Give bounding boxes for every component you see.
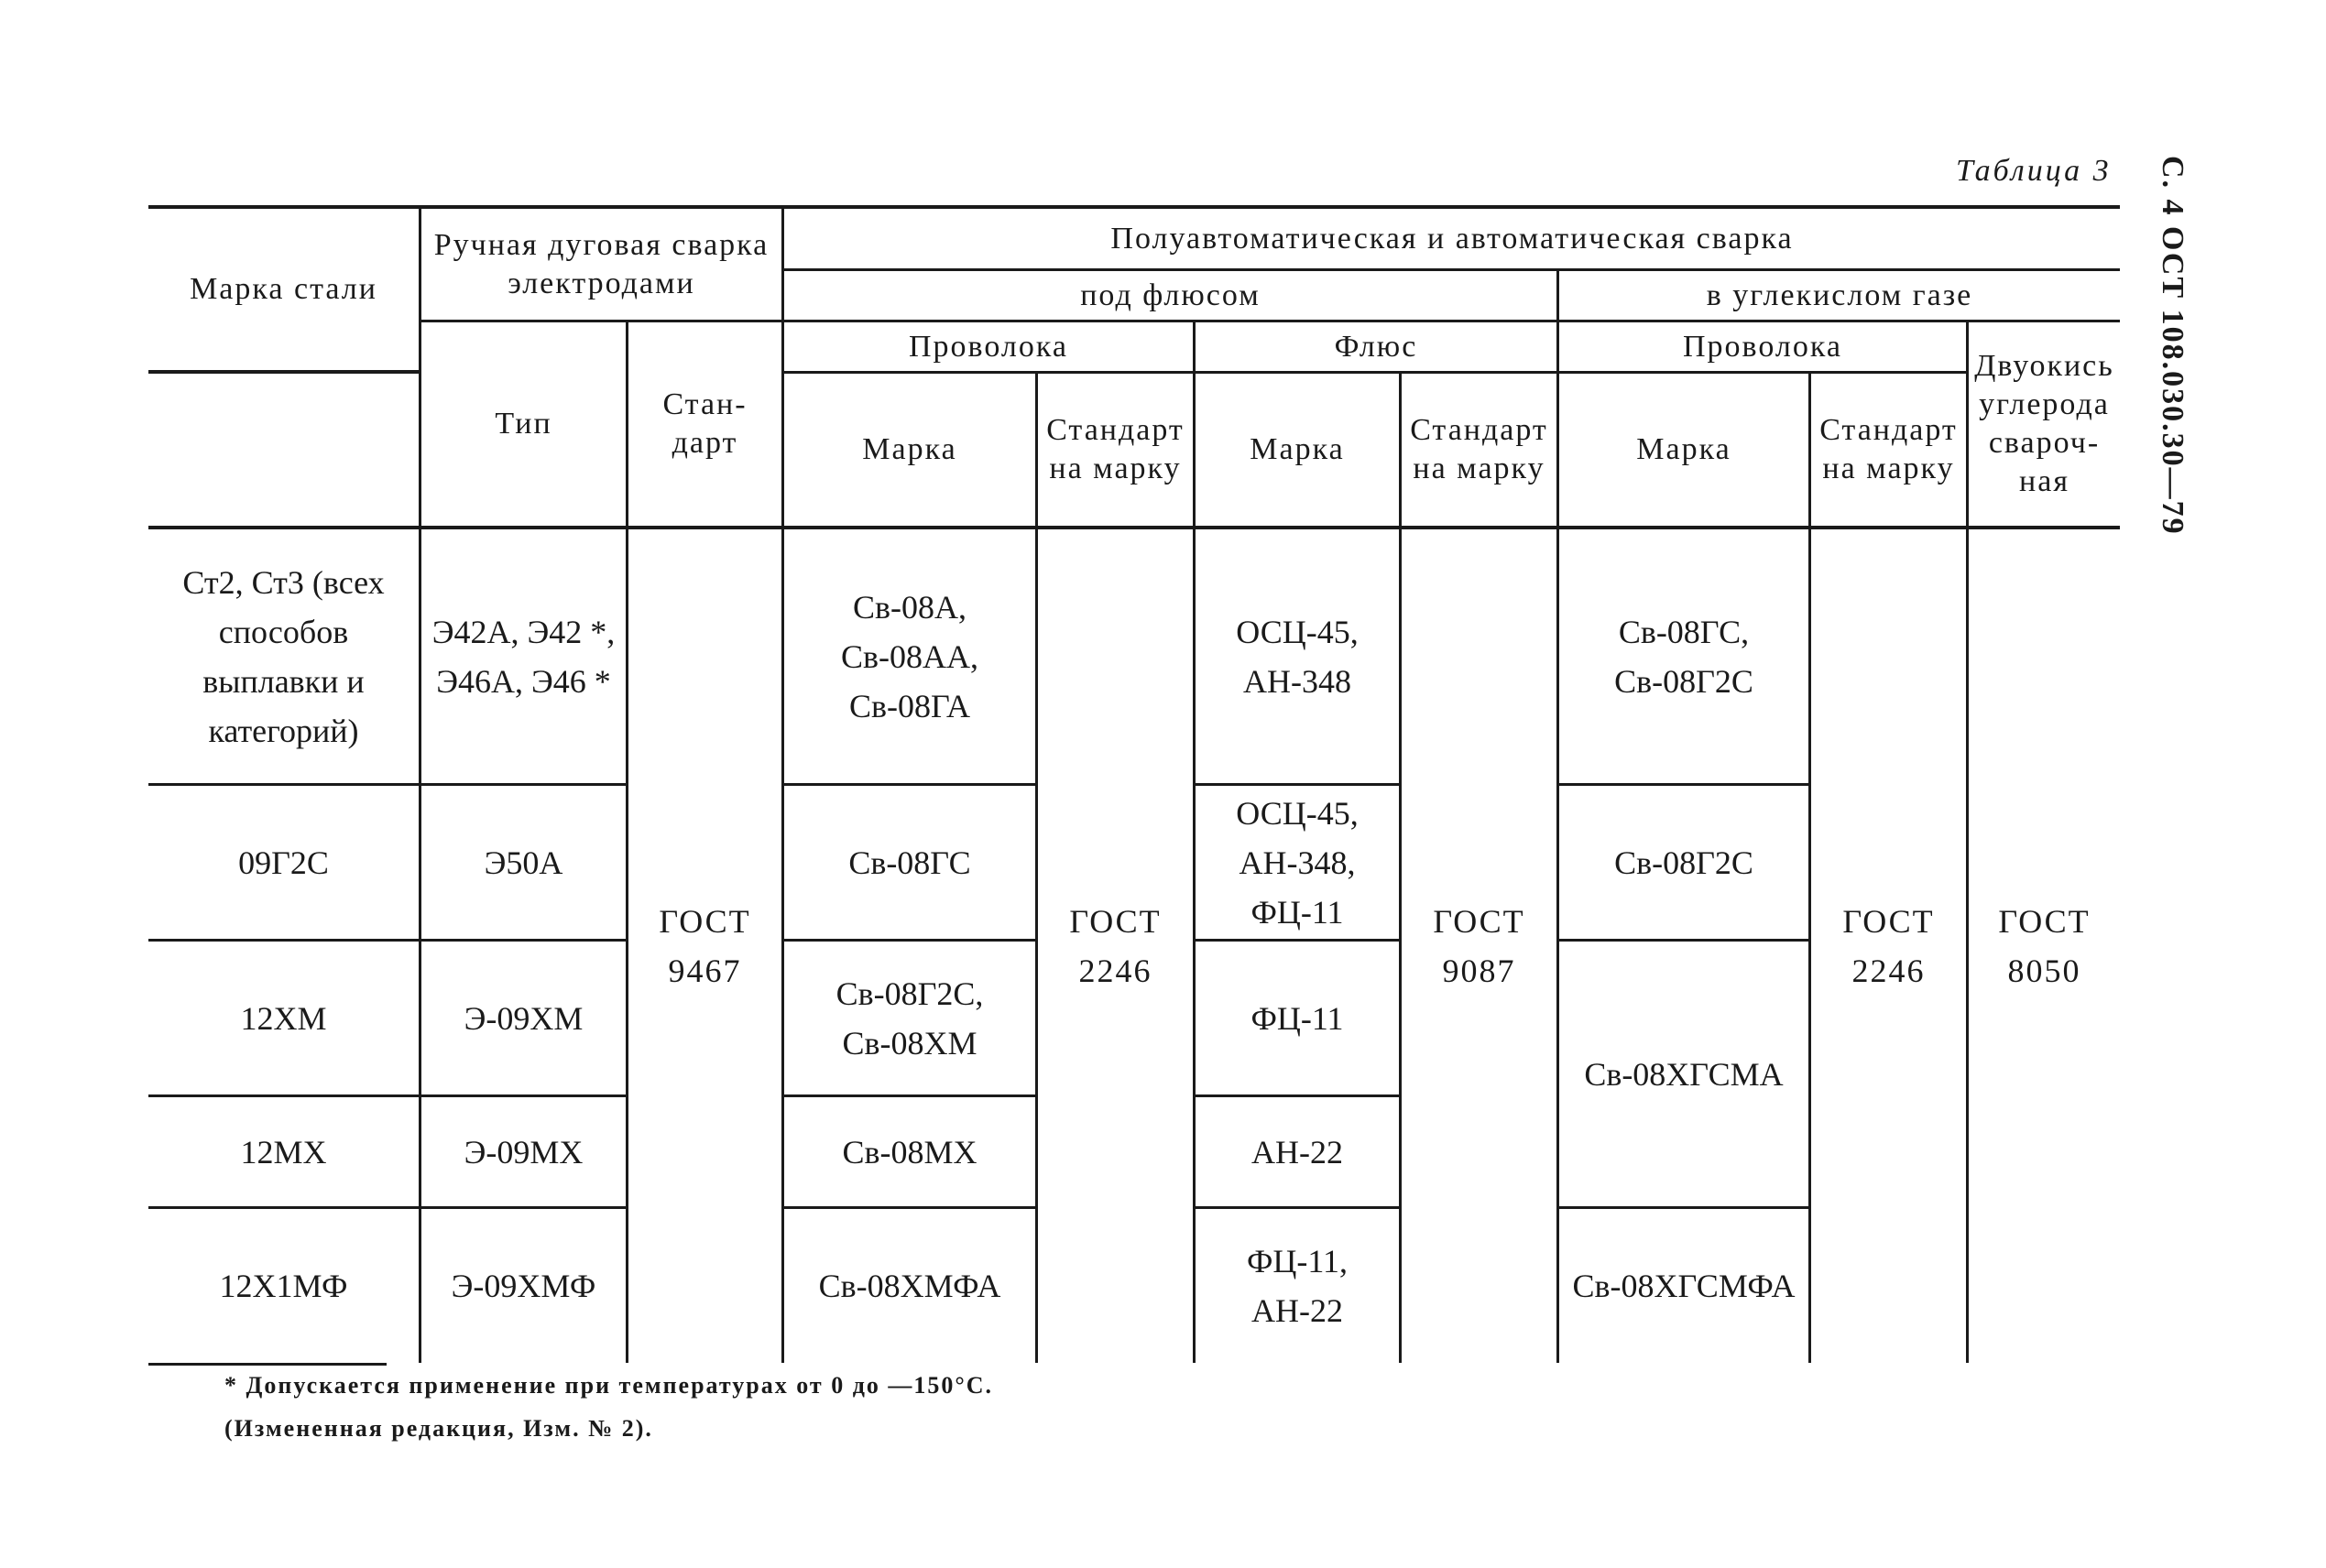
cell-co2-wire-standard: ГОСТ 2246 [1808, 529, 1966, 1363]
page-side-label: С. 4 ОСТ 108.030.30—79 [2156, 156, 2189, 536]
cell-co2-gas-standard: ГОСТ 8050 [1966, 529, 2120, 1363]
welding-materials-table [148, 205, 2120, 1363]
cell-steel-grade: 12ХМ [148, 942, 419, 1097]
header-co2-wire-standard: Стандарт на марку [1808, 374, 1966, 529]
footnote-divider [148, 1363, 387, 1366]
header-flux-wire: Проволока [781, 322, 1193, 374]
footnote-asterisk: * Допускается применение при температурах от 0 до —150°С. [224, 1372, 994, 1399]
header-in-co2: в углекислом газе [1556, 271, 2120, 322]
header-auto-welding: Полуавтоматическая и автоматическая сварка [781, 209, 2120, 271]
cell-electrode-type: Э50А [419, 786, 626, 942]
cell-flux-brand: ФЦ-11 [1193, 942, 1399, 1097]
cell-flux-wire-standard: ГОСТ 2246 [1035, 529, 1193, 1363]
header-co2-wire: Проволока [1556, 322, 1966, 374]
header-flux-wire-standard: Стандарт на марку [1035, 374, 1193, 529]
header-flux-wire-brand: Марка [781, 374, 1035, 529]
cell-steel-grade: 09Г2С [148, 786, 419, 942]
cell-co2-wire-brand: Св-08ХГСМФА [1556, 1209, 1808, 1363]
footnote-revision: (Измененная редакция, Изм. № 2). [224, 1415, 653, 1442]
cell-electrode-type: Э42А, Э42 *, Э46А, Э46 * [419, 529, 626, 786]
cell-electrode-type: Э-09ХМФ [419, 1209, 626, 1363]
cell-flux-brand: АН-22 [1193, 1097, 1399, 1209]
header-flux-standard: Стандарт на марку [1399, 374, 1556, 529]
header-steel-grade: Марка стали [148, 209, 419, 374]
cell-flux-wire-brand: Св-08Г2С, Св-08ХМ [781, 942, 1035, 1097]
cell-flux-brand: ОСЦ-45, АН-348, ФЦ-11 [1193, 786, 1399, 942]
header-manual-welding: Ручная дуговая сварка электродами [419, 209, 781, 322]
cell-flux-wire-brand: Св-08ХМФА [781, 1209, 1035, 1363]
cell-flux-brand: ОСЦ-45, АН-348 [1193, 529, 1399, 786]
cell-electrode-type: Э-09ХМ [419, 942, 626, 1097]
cell-electrode-standard: ГОСТ 9467 [626, 529, 781, 1363]
cell-flux-wire-brand: Св-08МХ [781, 1097, 1035, 1209]
cell-co2-wire-brand: Св-08Г2С [1556, 786, 1808, 942]
header-flux-brand: Марка [1193, 374, 1399, 529]
cell-steel-grade: 12Х1МФ [219, 1268, 348, 1304]
cell-steel-grade: Ст2, Ст3 (всех способов выплавки и категорий) [148, 529, 419, 786]
header-flux: Флюс [1193, 322, 1556, 374]
cell-flux-wire-brand: Св-08А, Св-08АА, Св-08ГА [781, 529, 1035, 786]
cell-co2-wire-brand: Св-08ХГСМА [1556, 942, 1808, 1209]
cell-flux-standard: ГОСТ 9087 [1399, 529, 1556, 1363]
header-co2-wire-brand: Марка [1556, 374, 1808, 529]
cell-electrode-type: Э-09МХ [419, 1097, 626, 1209]
header-steel-spacer [148, 374, 419, 529]
header-electrode-type: Тип [419, 322, 626, 529]
cell-co2-wire-brand: Св-08ГС, Св-08Г2С [1556, 529, 1808, 786]
header-electrode-standard: Стан-дарт [626, 322, 781, 529]
cell-flux-brand: ФЦ-11, АН-22 [1193, 1209, 1399, 1363]
cell-steel-grade: 12МХ [148, 1097, 419, 1209]
table-caption: Таблица 3 [1956, 154, 2112, 188]
cell-flux-wire-brand: Св-08ГС [781, 786, 1035, 942]
header-under-flux: под флюсом [781, 271, 1556, 322]
header-co2-gas: Двуокись углерода свароч-ная [1966, 322, 2120, 529]
